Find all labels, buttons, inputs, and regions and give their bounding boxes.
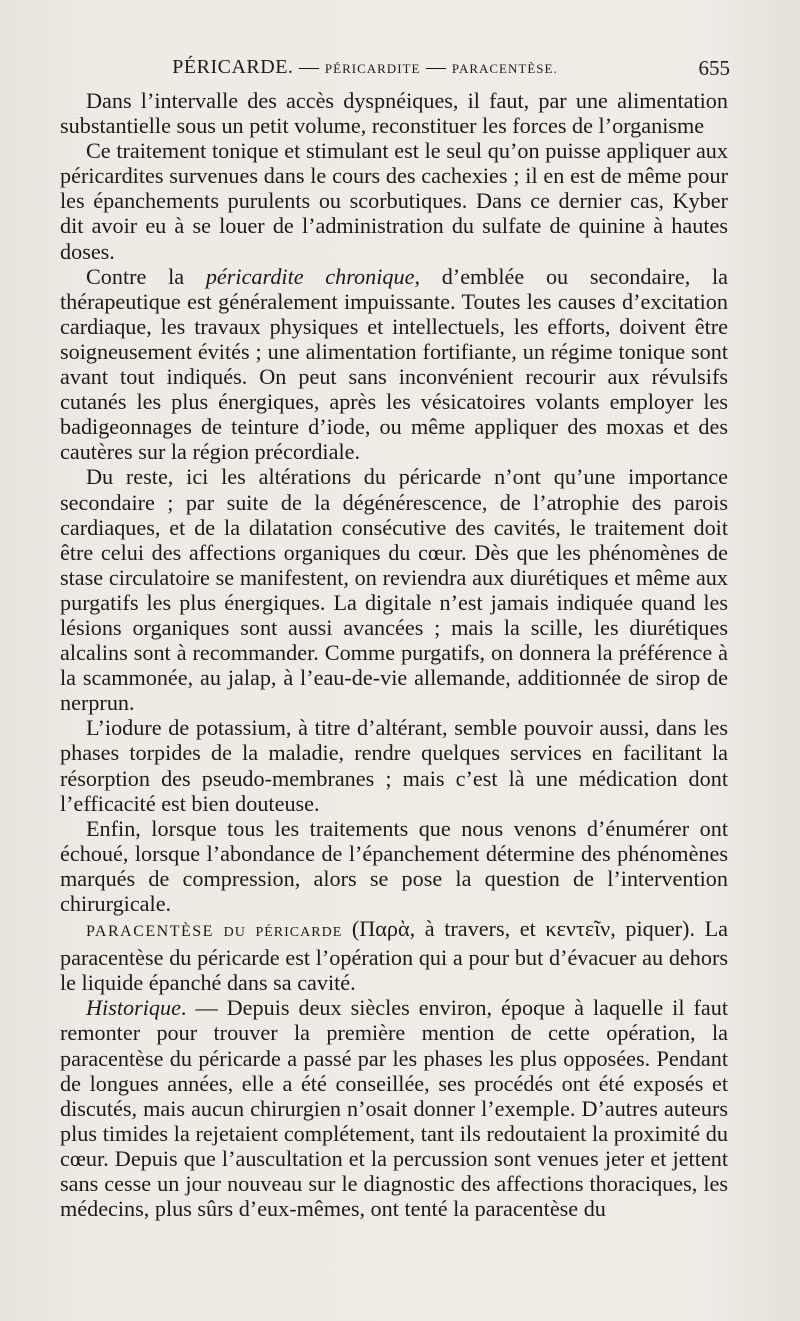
paragraph-3 [60,264,728,465]
paragraph-4: Du reste, ici les altérations du péricarde n’ont qu’une importance secondaire ; par suite de la dégénérescence, de l’atrophie des parois cardiaques, et de la dilatation consécutive des cavités, le traitement doit être celui des affections organiques du cœur. Dès que les phénomènes de stase circulatoire se manifestent, on reviendra aux diurétiques et même aux purgatifs les plus énergiques. La digitale n’est jamais indiquée quand les lésions organiques sont aussi avancées ; mais la scille, les diurétiques alcalins sont à recommander. Comme purgatifs, on donnera la préférence à la scammonée, au jalap, à l’eau-de-vie allemande, additionnée de sirop de nerprun. [60,464,728,716]
paragraph-2: Ce traitement tonique et stimulant est le seul qu’on puisse appliquer aux péricardites survenues dans le cours des cachexies ; il en est de même pour les épanchements purulents ou scorbutiques. Dans ce dernier cas, Kyber dit avoir eu à se louer de l’administration du sulfate de quinine à hautes doses. [60,138,728,264]
header-subtitle-2: PARACENTÈSE. [451,61,558,76]
body-text [60,88,728,1221]
header-dash-1: — [298,56,320,78]
paragraph-8 [60,995,728,1221]
paragraph-8-rest: . — Depuis deux siècles environ, époque à laquelle il faut remonter pour trouver la première mention de cette opération, la paracentèse du péricarde a passé par les phases les plus opposées. Pendant de longues années, elle a été conseillée, ses procédés ont été exposés et discutés, mais aucun chirurgien n’osait donner l’exemple. D’autres auteurs plus timides la rejetaient complétement, tant ils redoutaient la proximité du cœur. Depuis que l’auscultation et la percussion sont venues jeter et jettent sans cesse un jour nouveau sur le diagnostic des affections thoraciques, les médecins, plus sûrs d’eux-mêmes, ont tenté la paracentèse du [60,995,728,1222]
paragraph-1: Dans l’intervalle des accès dyspnéiques, il faut, par une alimentation substantielle sous un petit volume, reconstituer les forces de l’organisme [60,88,728,139]
header-subtitle-1: PÉRICARDITE [324,61,421,76]
section-heading-paracentese: PARACENTÈSE [86,923,214,941]
section-heading-pericarde: PÉRICARDE [255,925,343,941]
section-heading-du: DU [223,925,246,941]
paragraph-5: L’iodure de potassium, à titre d’altérant, semble pouvoir aussi, dans les phases torpides de la maladie, rendre quelques services en facilitant la résorption des pseudo-membranes ; mais c’est là une médication dont l’efficacité est bien douteuse. [60,715,728,816]
subheading-historique: Historique [86,995,181,1021]
page-number: 655 [698,56,730,80]
paragraph-7-rest: (Παρὰ, à travers, et κεντεῖν, piquer). La paracentèse du péricarde est l’opération qui a pour but d’évacuer au dehors le liquide épanché dans sa cavité. [60,916,729,996]
paragraph-3-lead: Contre la [86,263,206,289]
paragraph-3-rest: , d’emblée ou secondaire, la thérapeutique est généralement impuissante. Toutes les causes d’excitation cardiaque, les travaux physiques et intellectuels, les efforts, doivent être soigneusement évités ; une alimentation fortifiante, un régime tonique sont avant tout indiqués. On peut sans inconvénient recourir aux révulsifs cutanés les plus énergiques, après les vésicatoires volants employer les badigeonnages de teinture d’iode, ou même appliquer des moxas et des cautères sur la région précordiale. [60,263,728,465]
paragraph-7 [60,916,728,995]
running-title [60,56,670,79]
running-header [60,56,730,86]
paragraph-6: Enfin, lorsque tous les traitements que nous venons d’énumérer ont échoué, lorsque l’abondance de l’épanchement détermine des phénomènes marqués de compression, alors se pose la question de l’intervention chirurgicale. [60,815,728,916]
paragraph-3-emphasis: péricardite chronique [205,263,415,289]
header-dash-2: — [425,56,447,78]
header-title: PÉRICARDE. [172,56,294,78]
